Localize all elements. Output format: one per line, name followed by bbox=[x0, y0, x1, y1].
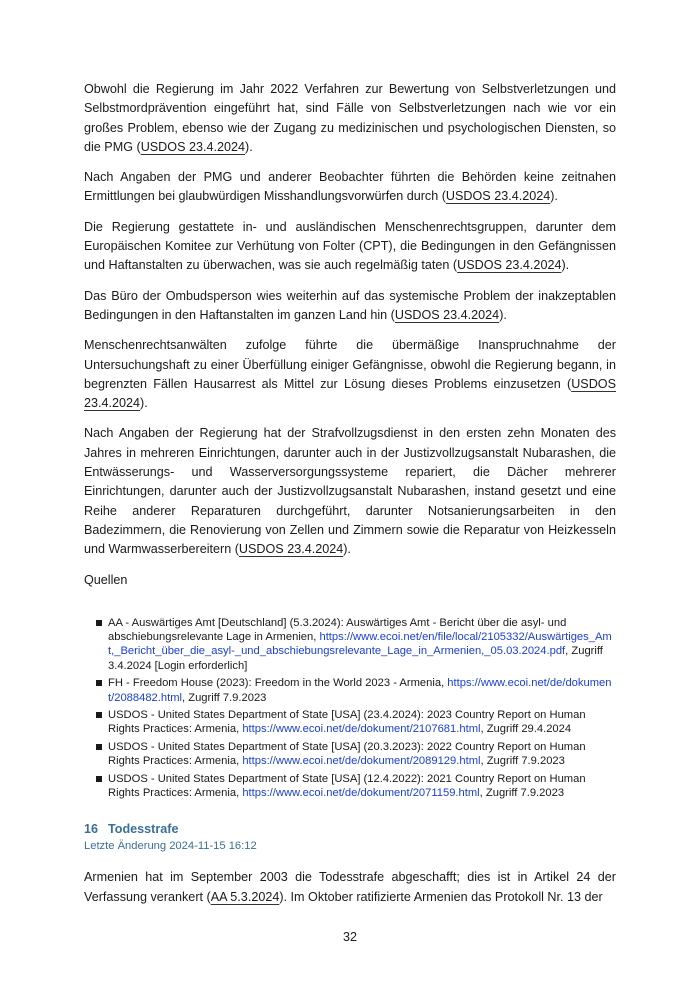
source-text: USDOS - United States Department of State [USA] (23.4.2024): 2023 Country Report on Human Rights Practices: Armenia, bbox=[108, 708, 586, 736]
paragraph-text: Das Büro der Ombudsperson wies weiterhin auf das systemische Problem der inakzeptablen Bedingungen in den Haftanstalten im ganzen Land hin ( bbox=[84, 288, 616, 322]
document-page bbox=[84, 80, 616, 918]
source-text: USDOS - United States Department of State [USA] (12.4.2022): 2021 Country Report on Human Rights Practices: Armenia, bbox=[108, 772, 586, 799]
source-link[interactable]: https://www.ecoi.net/de/dokument/2089129.html bbox=[242, 755, 481, 768]
citation-link[interactable]: USDOS 23.4.2024 bbox=[394, 307, 500, 322]
section-title: Todesstrafe bbox=[108, 822, 179, 837]
bullet-square-icon bbox=[96, 744, 102, 750]
paragraph-ombudsperson bbox=[84, 287, 616, 326]
sources-list bbox=[84, 616, 616, 801]
citation-link[interactable]: USDOS 23.4.2024 bbox=[238, 542, 344, 557]
paragraph-death-penalty bbox=[84, 868, 616, 907]
paragraph-tail: ). bbox=[561, 258, 570, 273]
paragraph-text: Die Regierung gestattete in- und ausländischen Menschenrechtsgruppen, darunter dem Europäischen Komitee zur Verhütung von Folter (CPT), die Bedingungen in den Gefängnissen und Haftanstalten zu überwachen, was sie auch regelmäßig taten ( bbox=[84, 219, 616, 273]
section-heading bbox=[84, 822, 616, 836]
citation-link[interactable]: USDOS 23.4.2024 bbox=[140, 139, 245, 154]
last-change-timestamp: Letzte Änderung 2024-11-15 16:12 bbox=[84, 840, 257, 853]
page-number: 32 bbox=[342, 930, 357, 944]
source-tail: , Zugriff 3.4.2024 [Login erforderlich] bbox=[108, 645, 603, 672]
source-item bbox=[96, 676, 616, 705]
paragraph-text: Menschenrechtsanwälten zufolge führte die übermäßige Inanspruchnahme der Untersuchungshaft zu einer Überfüllung einiger Gefängnisse, obwohl die Regierung begann, in begrenzten Fällen Hausarrest als Mittel zur Lösung dieses Problems einzusetzen ( bbox=[84, 338, 616, 391]
source-tail: , Zugriff 7.9.2023 bbox=[480, 755, 565, 768]
paragraph-tail: ). bbox=[140, 396, 148, 411]
paragraph-tail: ). bbox=[550, 189, 558, 204]
section-number: 16 bbox=[84, 822, 99, 837]
source-link[interactable]: https://www.ecoi.net/de/dokument/2107681.html bbox=[242, 723, 481, 736]
source-item bbox=[96, 740, 616, 769]
bullet-square-icon bbox=[96, 776, 102, 782]
bullet-square-icon bbox=[96, 620, 102, 626]
paragraph-tail: ). bbox=[499, 307, 507, 322]
source-item bbox=[96, 616, 616, 674]
paragraph-text: Nach Angaben der PMG und anderer Beobachter führten die Behörden keine zeitnahen Ermittlungen bei glaubwürdigen Misshandlungsvorwürfen durch ( bbox=[84, 170, 616, 204]
citation-link[interactable]: USDOS 23.4.2024 bbox=[84, 376, 616, 411]
citation-link[interactable]: USDOS 23.4.2024 bbox=[445, 189, 551, 204]
source-text: AA - Auswärtiges Amt [Deutschland] (5.3.2024): Auswärtiges Amt - Bericht über die asyl- und abschiebungsrelevante Lage in Armenien, bbox=[108, 616, 567, 643]
source-item bbox=[96, 772, 616, 801]
paragraph-text: Armenien hat im September 2003 die Todesstrafe abgeschafft; dies ist in Artikel 24 der Verfassung verankert ( bbox=[84, 870, 616, 904]
source-text: FH - Freedom House (2023): Freedom in the World 2023 - Armenia, bbox=[108, 677, 448, 690]
source-tail: , Zugriff 7.9.2023 bbox=[479, 787, 565, 799]
paragraph-tail: ). bbox=[245, 139, 253, 154]
source-link[interactable]: https://www.ecoi.net/en/file/local/2105332/Auswärtiges_Amt,_Bericht_über_die_asyl-_und_abschiebungsrelevante_Lage_in_Armenien,_05.03.2024.pdf bbox=[108, 630, 612, 658]
citation-link[interactable]: USDOS 23.4.2024 bbox=[457, 258, 562, 273]
bullet-square-icon bbox=[96, 712, 102, 718]
paragraph-pretrial-detention bbox=[84, 336, 616, 413]
source-link[interactable]: https://www.ecoi.net/de/dokument/2071159.html bbox=[242, 787, 480, 799]
source-text: USDOS - United States Department of State [USA] (20.3.2023): 2022 Country Report on Human Rights Practices: Armenia, bbox=[108, 740, 586, 768]
paragraph-investigations bbox=[84, 168, 616, 207]
paragraph-text: Nach Angaben der Regierung hat der Strafvollzugsdienst in den ersten zehn Monaten des Jahres in mehreren Einrichtungen, darunter auch in der Justizvollzugsanstalt Nubarashen, die Entwässerungs- und Wasserversorgungssysteme repariert, die Dächer mehrerer Einrichtungen, darunter auch der Justizvollzugsanstalt Nubarashen, instand gesetzt und eine Reihe anderer Reparaturen durchgeführt, darunter Notsanierungsarbeiten in den Badezimmern, die Renovierung von Zellen und Zimmern sowie die Reparatur von Heizkesseln und Warmwasserbereitern ( bbox=[84, 426, 616, 557]
paragraph-tail: ). Im Oktober ratifizierte Armenien das Protokoll Nr. 13 der bbox=[279, 889, 603, 904]
citation-link[interactable]: AA 5.3.2024 bbox=[210, 889, 280, 904]
sources-label: Quellen bbox=[84, 572, 128, 587]
paragraph-text: Obwohl die Regierung im Jahr 2022 Verfahren zur Bewertung von Selbstverletzungen und Selbstmordprävention eingeführt hat, sind Fälle von Selbstverletzungen nach wie vor ein großes Problem, ebenso wie der Zugang zu medizinischen und psychologischen Diensten, so die PMG ( bbox=[84, 82, 616, 154]
bullet-square-icon bbox=[96, 680, 102, 686]
source-item bbox=[96, 708, 616, 737]
source-tail: , Zugriff 29.4.2024 bbox=[480, 723, 572, 736]
source-tail: , Zugriff 7.9.2023 bbox=[182, 691, 267, 704]
source-link[interactable]: https://www.ecoi.net/de/dokument/2088482.html bbox=[108, 677, 612, 704]
paragraph-self-harm bbox=[84, 80, 616, 157]
paragraph-repairs bbox=[84, 424, 616, 559]
paragraph-tail: ). bbox=[343, 542, 351, 557]
paragraph-monitoring bbox=[84, 218, 616, 276]
